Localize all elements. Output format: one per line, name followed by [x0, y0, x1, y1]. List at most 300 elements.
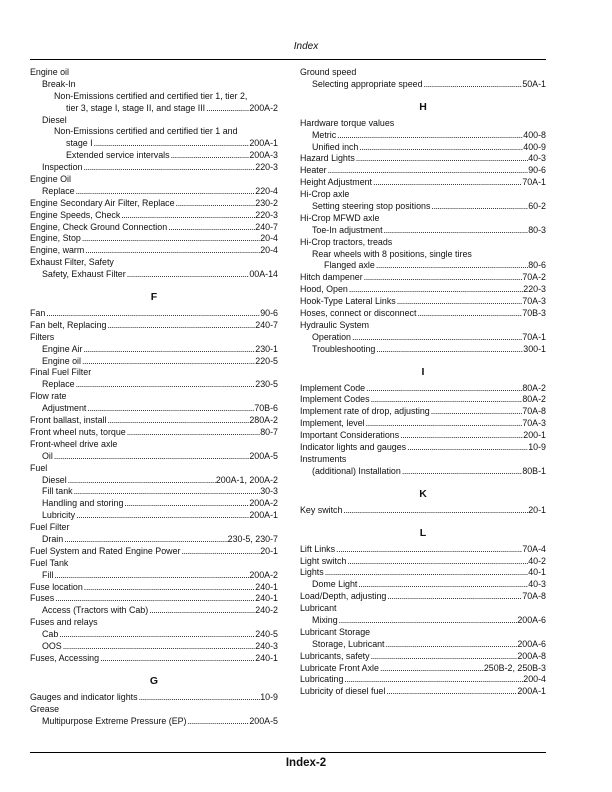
dot-leader	[355, 153, 528, 165]
index-entry	[300, 651, 546, 663]
index-entry	[30, 174, 278, 186]
index-entry-text: Selecting appropriate speed	[312, 78, 423, 89]
dot-leader	[170, 150, 250, 162]
index-entry	[300, 639, 546, 651]
index-page-ref: 200A-2	[249, 498, 278, 509]
index-entry	[300, 284, 546, 296]
dot-leader	[370, 651, 518, 663]
index-page-ref: 70A-1	[522, 331, 546, 342]
index-entry	[300, 177, 546, 189]
index-page-ref: 220-5	[255, 355, 278, 366]
index-entry-text: Engine, Stop	[30, 233, 81, 244]
index-entry	[300, 567, 546, 579]
index-entry-text: Implement Codes	[300, 394, 370, 405]
index-letter-heading: F	[150, 291, 158, 304]
dot-leader	[386, 591, 522, 603]
index-entry-text: Engine, warm	[30, 245, 85, 256]
index-entry-text: Lubricant	[300, 603, 337, 614]
index-entry	[30, 692, 278, 704]
dot-leader	[358, 142, 523, 154]
dot-leader	[399, 430, 523, 442]
index-entry	[300, 344, 546, 356]
index-entry	[30, 653, 278, 665]
index-entry-text: Front ballast, install	[30, 415, 107, 426]
index-entry	[30, 593, 278, 605]
index-page-ref: 240-2	[255, 605, 278, 616]
dot-leader	[375, 344, 523, 356]
index-entry	[300, 189, 546, 201]
index-page-ref: 200A-1	[249, 138, 278, 149]
index-entry	[300, 442, 546, 454]
dot-leader	[324, 567, 529, 579]
index-entry	[30, 534, 278, 546]
dot-leader	[126, 269, 250, 281]
index-entry-text: Gauges and indicator lights	[30, 691, 138, 702]
index-page-ref: 200-1	[523, 430, 546, 441]
dot-leader	[348, 284, 523, 296]
index-entry-text: Fill tank	[42, 486, 73, 497]
dot-leader	[423, 79, 523, 91]
index-page-ref: 20-4	[260, 233, 278, 244]
dot-leader	[58, 629, 255, 641]
index-page-ref: 200A-1	[249, 510, 278, 521]
index-entry-text: Fan	[30, 308, 46, 319]
dot-leader	[93, 138, 250, 150]
index-page-ref: 200A-5	[249, 715, 278, 726]
index-entry-text: Hardware torque values	[300, 117, 395, 128]
index-entry	[300, 296, 546, 308]
index-entry-text: Lights	[300, 567, 324, 578]
index-entry	[30, 356, 278, 368]
index-entry-text: Engine Secondary Air Filter, Replace	[30, 197, 175, 208]
index-page-ref: 240-1	[255, 593, 278, 604]
dot-leader	[75, 510, 249, 522]
index-entry-text: Dome Light	[312, 579, 358, 590]
index-entry-text: Diesel	[42, 474, 67, 485]
index-entry-text: Lubricity of diesel fuel	[300, 686, 386, 697]
index-entry-text: Hood, Open	[300, 284, 348, 295]
index-entry	[30, 546, 278, 558]
index-entry-text: Storage, Lubricant	[312, 638, 385, 649]
dot-leader	[365, 383, 522, 395]
index-entry-text: Hook-Type Lateral Links	[300, 296, 396, 307]
index-page-ref: 70A-8	[522, 406, 546, 417]
index-entry	[30, 138, 278, 150]
index-page-ref: 80-7	[260, 426, 278, 437]
dot-leader	[106, 415, 249, 427]
index-entry	[30, 162, 278, 174]
dot-leader	[167, 222, 255, 234]
dot-leader	[73, 486, 261, 498]
index-page-ref: 40-2	[528, 555, 546, 566]
index-entry-text: Engine Oil	[30, 174, 71, 185]
index-page-ref: 80-3	[528, 224, 546, 235]
dot-leader	[45, 308, 260, 320]
dot-leader	[351, 332, 522, 344]
index-page-ref: 300-1	[523, 343, 546, 354]
index-page-ref: 40-3	[528, 579, 546, 590]
index-entry	[300, 603, 546, 615]
index-entry	[300, 674, 546, 686]
index-entry-text: Heater	[300, 165, 327, 176]
index-entry	[30, 570, 278, 582]
index-entry-text: Engine Air	[42, 343, 83, 354]
dot-leader	[338, 615, 518, 627]
index-entry-text: Oil	[42, 450, 53, 461]
dot-leader	[396, 296, 523, 308]
index-entry	[30, 641, 278, 653]
index-entry-text: Metric	[312, 129, 337, 140]
dot-leader	[53, 451, 250, 463]
index-entry	[30, 704, 278, 716]
index-entry	[30, 126, 278, 138]
index-entry-text: Hi-Crop MFWD axle	[300, 212, 380, 223]
index-entry	[300, 213, 546, 225]
index-entry	[300, 165, 546, 177]
index-entry	[300, 418, 546, 430]
index-page-ref: 200A-6	[517, 614, 546, 625]
index-entry	[30, 367, 278, 379]
index-entry	[300, 130, 546, 142]
index-entry	[300, 237, 546, 249]
index-entry-text: Lubricate Front Axle	[300, 662, 379, 673]
index-entry-text: Exhaust Filter, Safety	[30, 257, 114, 268]
index-entry-text: Lubricity	[42, 510, 76, 521]
index-entry	[30, 103, 278, 115]
index-page-ref: 230-1	[255, 343, 278, 354]
dot-leader	[343, 674, 523, 686]
dot-leader	[126, 427, 261, 439]
index-page-ref: 230-5	[255, 379, 278, 390]
index-entry-text: (additional) Installation	[312, 465, 401, 476]
dot-leader	[84, 245, 260, 257]
dot-leader	[187, 716, 250, 728]
index-entry-text: Final Fuel Filter	[30, 367, 92, 378]
index-entry-text: Replace	[42, 185, 75, 196]
index-entry	[30, 222, 278, 234]
index-page-ref: 40-3	[528, 153, 546, 164]
index-entry-text: Inspection	[42, 162, 83, 173]
index-letter-heading: H	[419, 100, 427, 113]
index-entry	[30, 186, 278, 198]
index-entry-text: stage I	[66, 138, 93, 149]
index-page-ref: 240-3	[255, 640, 278, 651]
index-entry	[300, 394, 546, 406]
index-page-ref: 40-1	[528, 567, 546, 578]
index-page-ref: 230-5, 230-7	[227, 533, 278, 544]
index-entry-text: Break-In	[42, 78, 76, 89]
dot-leader	[106, 320, 255, 332]
dot-leader	[401, 466, 523, 478]
index-entry	[300, 320, 546, 332]
index-entry-text: Non-Emissions certified and certified tier 1, tier 2,	[54, 90, 248, 101]
index-entry-text: Engine oil	[42, 355, 81, 366]
index-entry	[300, 579, 546, 591]
index-entry-text: Handling and storing	[42, 498, 124, 509]
index-entry-text: Rear wheels with 8 positions, single tires	[312, 248, 472, 259]
index-entry	[30, 558, 278, 570]
index-column-left	[30, 67, 278, 727]
dot-leader	[406, 442, 528, 454]
index-entry	[300, 308, 546, 320]
index-page-ref: 30-3	[260, 486, 278, 497]
index-entry	[300, 260, 546, 272]
dot-leader	[416, 308, 522, 320]
index-entry-text: Toe-In adjustment	[312, 224, 383, 235]
index-letter-heading: K	[419, 487, 427, 500]
index-page-ref: 70A-8	[522, 591, 546, 602]
index-entry	[300, 67, 546, 79]
footer-divider	[30, 752, 546, 753]
index-entry-text: Hydraulic System	[300, 319, 370, 330]
index-entry-text: Lubricant Storage	[300, 626, 371, 637]
index-entry-text: Hoses, connect or disconnect	[300, 308, 417, 319]
index-entry-text: Adjustment	[42, 403, 87, 414]
index-entry-text: Access (Tractors with Cab)	[42, 605, 149, 616]
dot-leader	[385, 686, 517, 698]
dot-leader	[346, 556, 528, 568]
index-page-ref: 240-7	[255, 319, 278, 330]
index-entry-text: Flanged axle	[324, 260, 375, 271]
index-entry	[30, 379, 278, 391]
index-entry-text: Multipurpose Extreme Pressure (EP)	[42, 715, 187, 726]
dot-leader	[62, 641, 256, 653]
dot-leader	[148, 605, 255, 617]
index-entry	[30, 486, 278, 498]
index-page-ref: 400-8	[523, 129, 546, 140]
index-page-ref: 50A-1	[522, 78, 546, 89]
index-entry	[300, 591, 546, 603]
index-entry	[30, 463, 278, 475]
index-entry	[300, 406, 546, 418]
index-entry	[300, 454, 546, 466]
dot-leader	[357, 579, 528, 591]
index-entry-text: Ground speed	[300, 67, 357, 77]
index-page-ref: 240-1	[255, 581, 278, 592]
index-entry	[30, 439, 278, 451]
dot-leader	[335, 544, 522, 556]
dot-leader	[82, 344, 255, 356]
dot-leader	[75, 379, 256, 391]
dot-leader	[75, 186, 256, 198]
index-entry-text: Instruments	[300, 453, 347, 464]
dot-leader	[53, 570, 249, 582]
index-column-right	[300, 67, 546, 698]
index-entry-text: Setting steering stop positions	[312, 201, 431, 212]
index-entry	[300, 556, 546, 568]
dot-leader	[138, 692, 261, 704]
header-divider	[30, 59, 546, 60]
index-entry	[300, 383, 546, 395]
index-entry	[30, 269, 278, 281]
dot-leader	[63, 534, 227, 546]
index-entry-text: Hi-Crop tractors, treads	[300, 236, 393, 247]
dot-leader	[67, 475, 216, 487]
index-entry	[30, 510, 278, 522]
dot-leader	[342, 505, 528, 517]
index-page-ref: 200A-2	[249, 102, 278, 113]
index-entry-text: Fan belt, Replacing	[30, 319, 107, 330]
index-page-ref: 70A-3	[522, 418, 546, 429]
dot-leader	[372, 177, 522, 189]
index-entry-text: Grease	[30, 703, 60, 714]
index-page-ref: 230-2	[255, 197, 278, 208]
index-page-ref: 200A-1	[517, 686, 546, 697]
dot-leader	[99, 653, 255, 665]
index-entry-text: Implement rate of drop, adjusting	[300, 406, 430, 417]
dot-leader	[83, 582, 256, 594]
index-entry-text: Filters	[30, 331, 55, 342]
index-entry	[30, 198, 278, 210]
index-entry-text: Operation	[312, 331, 351, 342]
index-page-ref: 20-4	[260, 245, 278, 256]
index-entry-text: Lubricants, safety	[300, 650, 370, 661]
index-entry-text: Light switch	[300, 555, 347, 566]
index-entry	[30, 332, 278, 344]
index-entry	[300, 142, 546, 154]
index-page-ref: 200A-1, 200A-2	[215, 474, 278, 485]
index-entry-text: Front-wheel drive axle	[30, 438, 118, 449]
index-entry	[300, 79, 546, 91]
index-page-ref: 220-3	[255, 209, 278, 220]
index-entry	[300, 272, 546, 284]
index-page-ref: 80-6	[528, 260, 546, 271]
dot-leader	[370, 394, 523, 406]
index-page-ref: 00A-14	[249, 269, 278, 280]
index-page-ref: 200A-3	[249, 150, 278, 161]
dot-leader	[336, 130, 523, 142]
index-page-ref: 70A-2	[522, 272, 546, 283]
index-entry	[30, 391, 278, 403]
index-page-ref: 220-3	[255, 162, 278, 173]
index-entry-text: Cab	[42, 629, 59, 640]
index-entry-text: Implement Code	[300, 382, 366, 393]
index-page-ref: 240-7	[255, 221, 278, 232]
index-entry	[30, 91, 278, 103]
index-page-ref: 20-1	[260, 545, 278, 556]
index-entry-text: Engine oil	[30, 67, 69, 77]
index-page-ref: 10-9	[260, 691, 278, 702]
index-entry-text: Unified inch	[312, 141, 359, 152]
index-entry	[30, 233, 278, 245]
index-entry	[300, 627, 546, 639]
dot-leader	[54, 593, 255, 605]
index-entry	[300, 544, 546, 556]
index-entry-text: tier 3, stage I, stage II, and stage III	[66, 102, 206, 113]
index-entry	[30, 245, 278, 257]
index-entry	[30, 67, 278, 79]
index-page-ref: 90-6	[260, 308, 278, 319]
dot-leader	[123, 498, 249, 510]
index-entry-text: Fuse location	[30, 581, 83, 592]
index-entry	[30, 427, 278, 439]
index-page-ref: 200A-2	[249, 569, 278, 580]
index-page-ref: 240-1	[255, 652, 278, 663]
index-entry-text: OOS	[42, 640, 62, 651]
index-entry	[30, 79, 278, 91]
index-entry-text: Height Adjustment	[300, 177, 373, 188]
index-entry-text: Hazard Lights	[300, 153, 355, 164]
dot-leader	[86, 403, 254, 415]
index-entry	[30, 115, 278, 127]
dot-leader	[327, 165, 529, 177]
index-entry-text: Fuel Filter	[30, 522, 70, 533]
index-page-ref: 20-1	[528, 504, 546, 515]
index-entry-text: Fuses	[30, 593, 55, 604]
index-entry-text: Fuses and relays	[30, 617, 98, 628]
index-page-ref: 60-2	[528, 201, 546, 212]
index-entry	[30, 257, 278, 269]
index-entry	[30, 475, 278, 487]
index-page-ref: 80A-2	[522, 394, 546, 405]
index-entry-text: Fill	[42, 569, 54, 580]
index-page-ref: 80B-1	[522, 465, 546, 476]
index-letter-heading: L	[419, 526, 427, 539]
dot-leader	[82, 162, 255, 174]
dot-leader	[81, 356, 255, 368]
index-entry	[30, 403, 278, 415]
index-entry-text: Safety, Exhaust Filter	[42, 269, 126, 280]
index-page-ref: 240-5	[255, 629, 278, 640]
index-page-ref: 400-9	[523, 141, 546, 152]
index-page-ref: 10-9	[528, 442, 546, 453]
index-page-ref: 70A-3	[522, 296, 546, 307]
index-entry-text: Front wheel nuts, torque	[30, 426, 126, 437]
dot-leader	[379, 663, 484, 675]
index-entry-text: Diesel	[42, 114, 67, 125]
index-entry-text: Engine Speeds, Check	[30, 209, 121, 220]
index-page-ref: 200A-6	[517, 638, 546, 649]
dot-leader	[81, 233, 260, 245]
index-page-ref: 200A-5	[249, 450, 278, 461]
index-entry-text: Fuel	[30, 462, 48, 473]
dot-leader	[430, 201, 528, 213]
index-entry	[300, 430, 546, 442]
index-entry	[30, 344, 278, 356]
index-entry	[30, 320, 278, 332]
index-page-ref: 250B-2, 250B-3	[483, 662, 546, 673]
index-entry-text: Non-Emissions certified and certified tier 1 and	[54, 126, 238, 137]
index-entry	[300, 466, 546, 478]
index-entry	[300, 249, 546, 261]
index-entry-text: Hi-Crop axle	[300, 189, 350, 200]
index-page-ref: 70B-6	[254, 403, 278, 414]
page-header: Index	[293, 41, 319, 52]
index-entry-text: Key switch	[300, 504, 343, 515]
index-entry	[30, 210, 278, 222]
index-entry	[30, 308, 278, 320]
index-page-ref: 70B-3	[522, 308, 546, 319]
dot-leader	[180, 546, 260, 558]
index-entry	[300, 153, 546, 165]
index-entry	[30, 451, 278, 463]
index-entry	[300, 663, 546, 675]
index-entry-text: Flow rate	[30, 391, 67, 402]
index-page-ref: 90-6	[528, 165, 546, 176]
index-entry-text: Hitch dampener	[300, 272, 363, 283]
index-page-ref: 280A-2	[249, 415, 278, 426]
index-page-ref: 80A-2	[522, 382, 546, 393]
index-entry	[30, 617, 278, 629]
index-entry-text: Mixing	[312, 614, 338, 625]
dot-leader	[120, 210, 255, 222]
dot-leader	[363, 272, 523, 284]
index-entry-text: Troubleshooting	[312, 343, 376, 354]
index-entry	[300, 332, 546, 344]
index-entry	[300, 201, 546, 213]
index-entry	[30, 582, 278, 594]
index-entry	[30, 415, 278, 427]
